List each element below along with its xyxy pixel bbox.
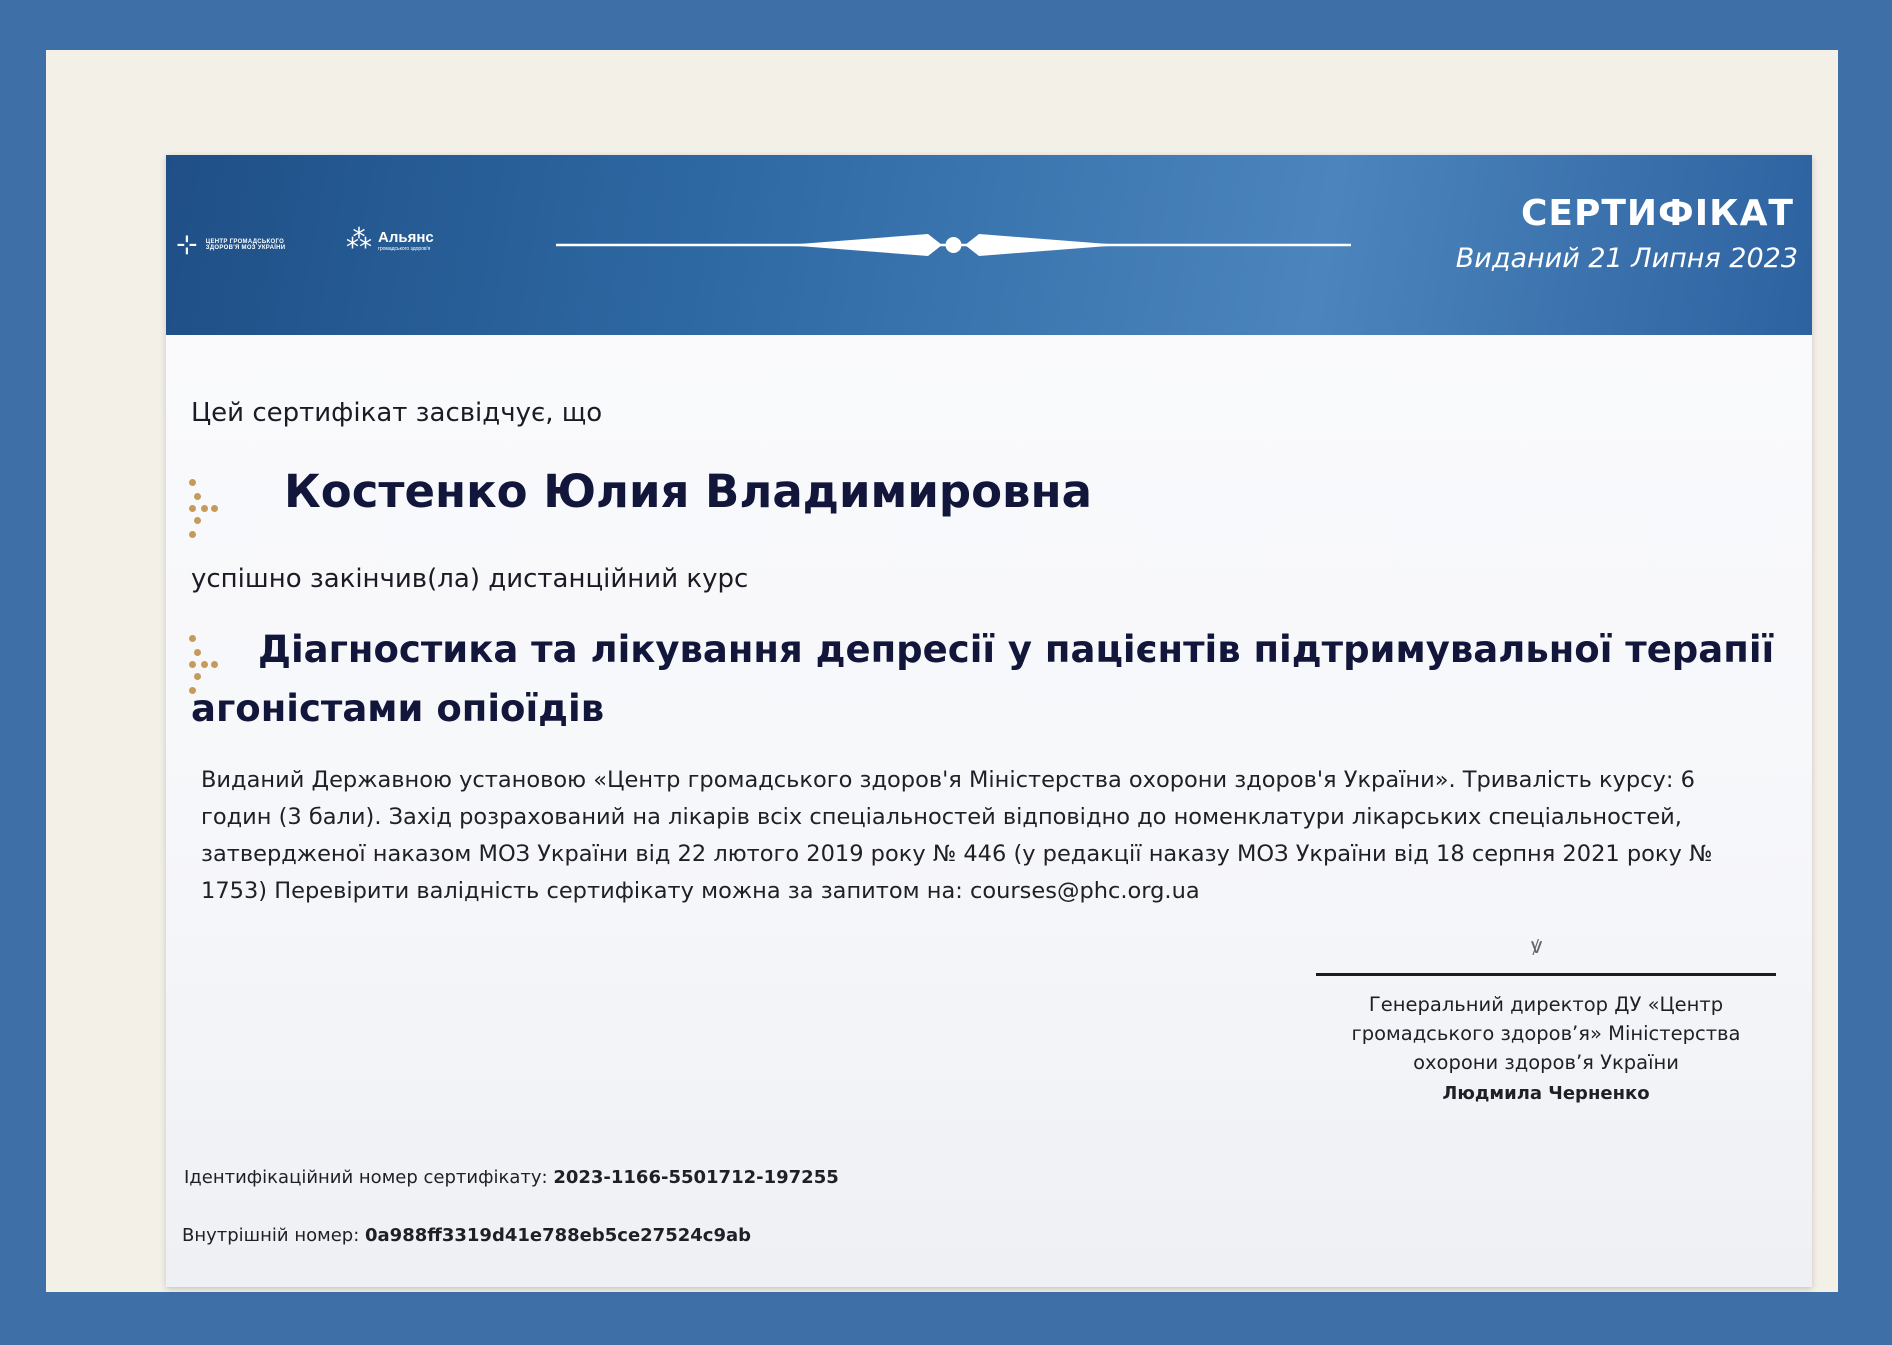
description-line: затвердженої наказом МОЗ України від 22 лютого 2019 року № 446 (у редакції наказу МОЗ України від 18 серпня 2021 року №	[201, 841, 1713, 867]
bullet-dots-icon	[189, 479, 229, 543]
signatory-title-line: Генеральний директор ДУ «Центр	[1368, 993, 1724, 1016]
course-title-line1: Діагностика та лікування депресії у пацієнтів підтримувальної терапії	[258, 628, 1775, 671]
certificate-id-value: 2023-1166-5501712-197255	[553, 1167, 839, 1188]
course-title-line2: агоністами опіоїдів	[191, 687, 605, 730]
header-banner	[166, 155, 1812, 335]
signatory-title-line: громадського здоров’я» Міністерства	[1351, 1022, 1741, 1045]
certificate-id-label: Ідентифікаційний номер сертифікату:	[184, 1167, 548, 1188]
signature-line	[1316, 973, 1776, 976]
course-description	[201, 762, 1761, 910]
phc-logo-text-line1: ЦЕНТР ГРОМАДСЬКОГО	[205, 239, 285, 245]
completion-text: успішно закінчив(ла) дистанційний курс	[191, 564, 749, 594]
description-line: 1753) Перевірити валідність сертифікату можна за запитом на: courses@phc.org.ua	[201, 878, 1200, 904]
alliance-logo-text: Альянс	[378, 228, 434, 246]
intro-text: Цей сертифікат засвідчує, що	[191, 398, 603, 428]
header-ornament	[556, 225, 1351, 265]
phc-logo	[176, 225, 285, 265]
certificate-id	[184, 1167, 839, 1188]
signature-mark: ꝟ	[1531, 934, 1543, 959]
alliance-logo	[346, 227, 434, 253]
course-title	[191, 620, 1781, 738]
recipient-name: Костенко Юлия Владимировна	[284, 465, 1092, 518]
certificate-frame-mat	[46, 50, 1838, 1292]
description-line: годин (3 бали). Захід розрахований на лікарів всіх спеціальностей відповідно до номенклатури лікарських спеціальностей,	[201, 804, 1682, 830]
issue-date: Виданий 21 Липня 2023	[1455, 243, 1798, 274]
phc-logo-icon: ⊹	[176, 230, 198, 260]
alliance-logo-subtext: громадського здоров'я	[378, 245, 431, 252]
signatory-title	[1336, 990, 1756, 1077]
signatory-name: Людмила Черненко	[1442, 1083, 1650, 1104]
internal-number-label: Внутрішній номер:	[182, 1225, 360, 1246]
phc-logo-text-line2: ЗДОРОВ'Я МОЗ УКРАЇНИ	[205, 245, 286, 251]
description-line: Виданий Державною установою «Центр громадського здоров'я Міністерства охорони здоров'я України». Тривалість курсу: 6	[201, 767, 1695, 793]
internal-number-value: 0a988ff3319d41e788eb5ce27524c9ab	[365, 1225, 751, 1246]
alliance-logo-icon: ⁂	[346, 225, 372, 255]
certificate-title: СЕРТИФІКАТ	[1520, 193, 1794, 234]
internal-number	[182, 1225, 751, 1246]
certificate-sheet	[166, 155, 1812, 1287]
signatory-title-line: охорони здоров’я України	[1413, 1051, 1679, 1074]
